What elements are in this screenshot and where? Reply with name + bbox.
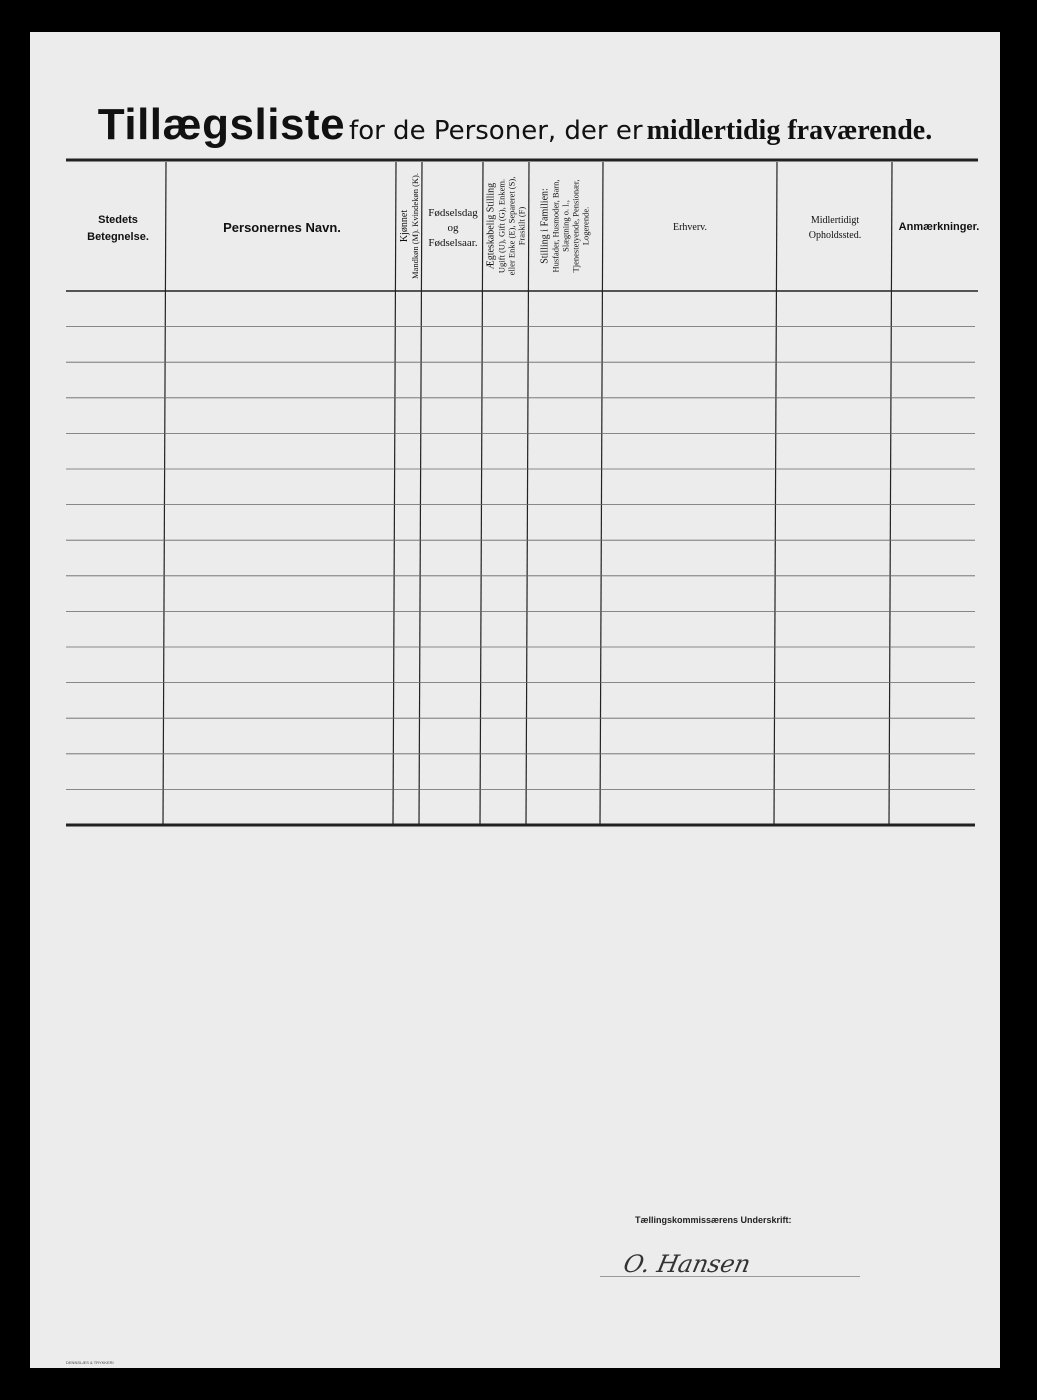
header-fodsel-line1: Fødselsdag — [428, 206, 478, 219]
header-aegte-line4: Fraskilt (F) — [516, 206, 526, 246]
census-sheet — [30, 32, 1000, 1368]
title-middle: for de Personer, der er — [349, 116, 643, 146]
header-fodsel-line2: og — [447, 221, 459, 234]
header-familie-line1: Stilling i Familien: — [540, 188, 551, 264]
column-divider-1 — [163, 162, 166, 825]
header-kjonnet — [397, 164, 422, 288]
title-main: Tillægsliste — [97, 100, 346, 149]
signature-label: Tællingskommissærens Underskrift: — [635, 1215, 792, 1225]
title-bold: midlertidig fraværende. — [646, 115, 933, 146]
header-midlertidigt-opholdssted — [779, 208, 891, 248]
header-familie-line5: Logerende. — [581, 206, 591, 246]
header-stedets-line1: Stedets — [98, 214, 138, 226]
header-kjonnet-line1: Kjønnet — [398, 209, 410, 243]
header-aegte-line2: Ugift (U), Gift (G), Enkem. — [496, 178, 506, 274]
header-erhverv: Erhverv. — [672, 221, 708, 233]
header-stedets-line2: Betegnelse. — [87, 231, 149, 243]
column-divider-8 — [889, 162, 892, 825]
header-anmaerkninger: Anmærkninger. — [898, 220, 980, 233]
column-divider-2 — [393, 162, 396, 825]
signature-line — [600, 1276, 860, 1277]
header-ophold-line1: Midlertidigt — [810, 215, 860, 226]
column-divider-4 — [480, 162, 483, 825]
header-fodsel-line3: Fødselsaar. — [428, 236, 478, 249]
header-personernes-navn: Personernes Navn. — [223, 219, 341, 235]
header-aegte-line3: eller Enke (E), Separeret (S), — [506, 176, 516, 276]
header-fodselsdag — [423, 202, 483, 254]
column-divider-7 — [774, 162, 777, 825]
header-stilling-i-familien — [530, 164, 602, 288]
header-stedets-betegnelse — [70, 204, 166, 254]
printer-mark: DENNSLÆS & TRYKKERI — [66, 1360, 114, 1365]
header-aegteskabelig-stilling — [484, 164, 528, 288]
header-aegte-line1: Ægteskabelig Stilling — [485, 182, 496, 270]
header-familie-line2: Husfader, Husmoder, Barn, — [551, 179, 561, 273]
header-familie-line3: Slægtning o. l., — [561, 200, 571, 252]
handwritten-signature: O. Hansen — [621, 1250, 754, 1278]
header-ophold-line2: Opholdssted. — [808, 230, 862, 241]
header-kjonnet-line2: Mandkøn (M). Kvindekøn (K). — [409, 173, 420, 279]
header-familie-line4: Tjenestetyende, Pensionær, — [571, 179, 581, 273]
